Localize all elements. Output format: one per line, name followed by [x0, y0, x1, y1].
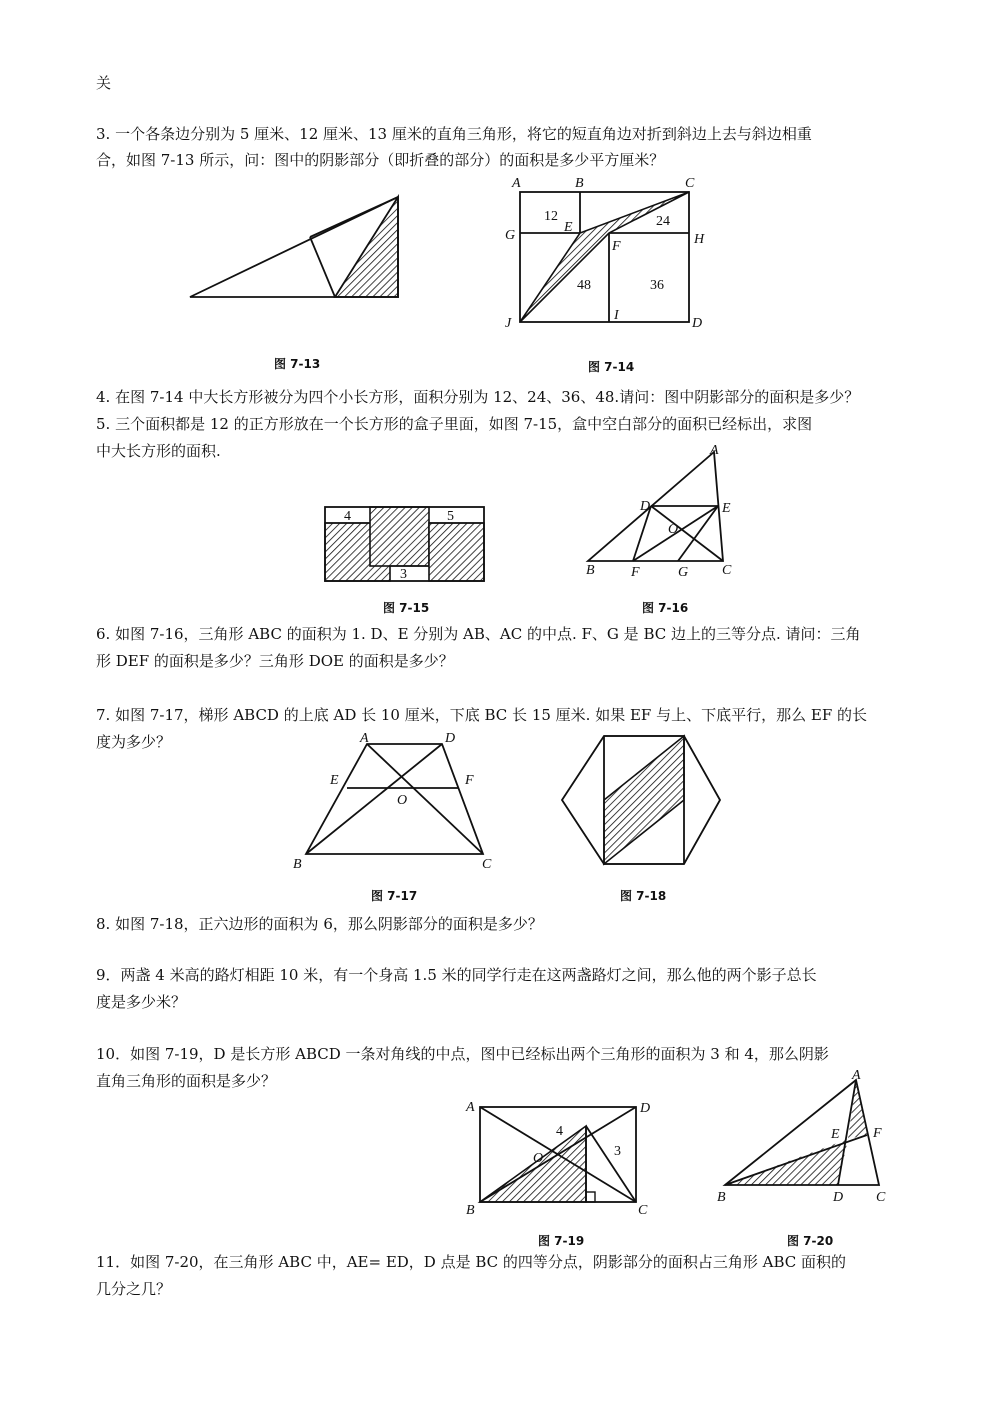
area-4: 4 [344, 509, 351, 524]
area-4: 4 [556, 1124, 563, 1139]
area-24: 24 [656, 214, 670, 229]
label-O: O [397, 793, 408, 808]
label-F: F [873, 1126, 882, 1141]
problem-6-line-1: 6. 如图 7-16，三角形 ABC 的面积为 1. D、E 分别为 AB、AC 的中点. F、G 是 BC 边上的三等分点. 请问：三角 [96, 625, 861, 643]
label-G: G [505, 228, 516, 243]
figure-7-17 [290, 730, 500, 875]
label-F: F [612, 239, 621, 254]
label-D: D [640, 1101, 651, 1116]
area-3: 3 [400, 567, 407, 582]
problem-9-line-1: 9．两盏 4 米高的路灯相距 10 米，有一个身高 1.5 米的同学行走在这两盏路灯之间，那么他的两个影子总长 [96, 966, 817, 984]
problem-3-line-1: 3. 一个各条边分别为 5 厘米、12 厘米、13 厘米的直角三角形，将它的短直角边对折到斜边上去与斜边相重 [96, 125, 812, 143]
label-B: B [575, 176, 584, 191]
label-J: J [505, 316, 512, 331]
label-A: A [512, 176, 521, 191]
area-5: 5 [447, 509, 454, 524]
caption-7-16: 图 7-16 [642, 601, 689, 615]
figure-7-14 [500, 175, 720, 335]
header-fragment: 关 [96, 74, 112, 92]
label-A: A [852, 1068, 861, 1083]
label-E: E [330, 773, 339, 788]
area-36: 36 [650, 278, 664, 293]
label-F: F [631, 565, 640, 580]
figure-7-19 [460, 1095, 660, 1225]
label-C: C [685, 176, 695, 191]
problem-11-line-1: 11．如图 7-20，在三角形 ABC 中，AE= ED，D 点是 BC 的四等分点，阴影部分的面积占三角形 ABC 面积的 [96, 1253, 847, 1271]
area-3: 3 [614, 1144, 621, 1159]
figure-7-16 [580, 440, 740, 582]
problem-3-line-2: 合，如图 7-13 所示，问：图中的阴影部分（即折叠的部分）的面积是多少平方厘米？ [96, 151, 665, 169]
caption-7-14: 图 7-14 [588, 360, 635, 374]
problem-4-line-1: 4. 在图 7-14 中大长方形被分为四个小长方形，面积分别为 12、24、36、48.请问：图中阴影部分的面积是多少？ [96, 388, 860, 406]
problem-5-line-1: 5. 三个面积都是 12 的正方形放在一个长方形的盒子里面，如图 7-15，盒中空白部分的面积已经标出，求图 [96, 415, 813, 433]
label-E: E [564, 220, 573, 235]
label-E: E [831, 1127, 840, 1142]
figure-7-18 [555, 725, 725, 875]
label-F: F [465, 773, 474, 788]
label-D: D [692, 316, 703, 331]
label-C: C [876, 1190, 886, 1205]
label-C: C [638, 1203, 648, 1218]
problem-10-line-2: 直角三角形的面积是多少？ [96, 1072, 277, 1090]
label-H: H [694, 232, 705, 247]
caption-7-19: 图 7-19 [538, 1234, 585, 1248]
label-O: O [668, 522, 679, 537]
area-48: 48 [577, 278, 591, 293]
caption-7-13: 图 7-13 [274, 357, 321, 371]
figure-7-13 [180, 185, 420, 310]
caption-7-18: 图 7-18 [620, 889, 667, 903]
label-E: E [722, 501, 731, 516]
label-B: B [586, 563, 595, 578]
problem-7-line-2: 度为多少？ [96, 733, 172, 751]
label-B: B [466, 1203, 475, 1218]
area-12: 12 [544, 209, 558, 224]
caption-7-17: 图 7-17 [371, 889, 418, 903]
problem-8-line-1: 8. 如图 7-18，正六边形的面积为 6，那么阴影部分的面积是多少？ [96, 915, 543, 933]
caption-7-15: 图 7-15 [383, 601, 430, 615]
label-A: A [466, 1100, 475, 1115]
problem-6-line-2: 形 DEF 的面积是多少？三角形 DOE 的面积是多少？ [96, 652, 454, 670]
label-A: A [710, 443, 719, 458]
label-A: A [360, 731, 369, 746]
label-D: D [445, 731, 456, 746]
label-C: C [722, 563, 732, 578]
label-O: O [533, 1151, 544, 1166]
problem-5-line-2: 中大长方形的面积. [96, 442, 221, 460]
figure-7-20 [715, 1065, 895, 1210]
label-B: B [717, 1190, 726, 1205]
label-B: B [293, 857, 302, 872]
problem-11-line-2: 几分之几？ [96, 1280, 172, 1298]
label-C: C [482, 857, 492, 872]
problem-7-line-1: 7. 如图 7-17，梯形 ABCD 的上底 AD 长 10 厘米，下底 BC 长 15 厘米. 如果 EF 与上、下底平行，那么 EF 的长 [96, 706, 868, 724]
figure-7-15 [320, 500, 490, 585]
problem-9-line-2: 度是多少米？ [96, 993, 187, 1011]
caption-7-20: 图 7-20 [787, 1234, 834, 1248]
problem-10-line-1: 10．如图 7-19，D 是长方形 ABCD 一条对角线的中点，图中已经标出两个三角形的面积为 3 和 4，那么阴影 [96, 1045, 829, 1063]
label-D: D [833, 1190, 844, 1205]
label-I: I [614, 308, 619, 323]
label-D: D [640, 499, 651, 514]
label-G: G [678, 565, 689, 580]
